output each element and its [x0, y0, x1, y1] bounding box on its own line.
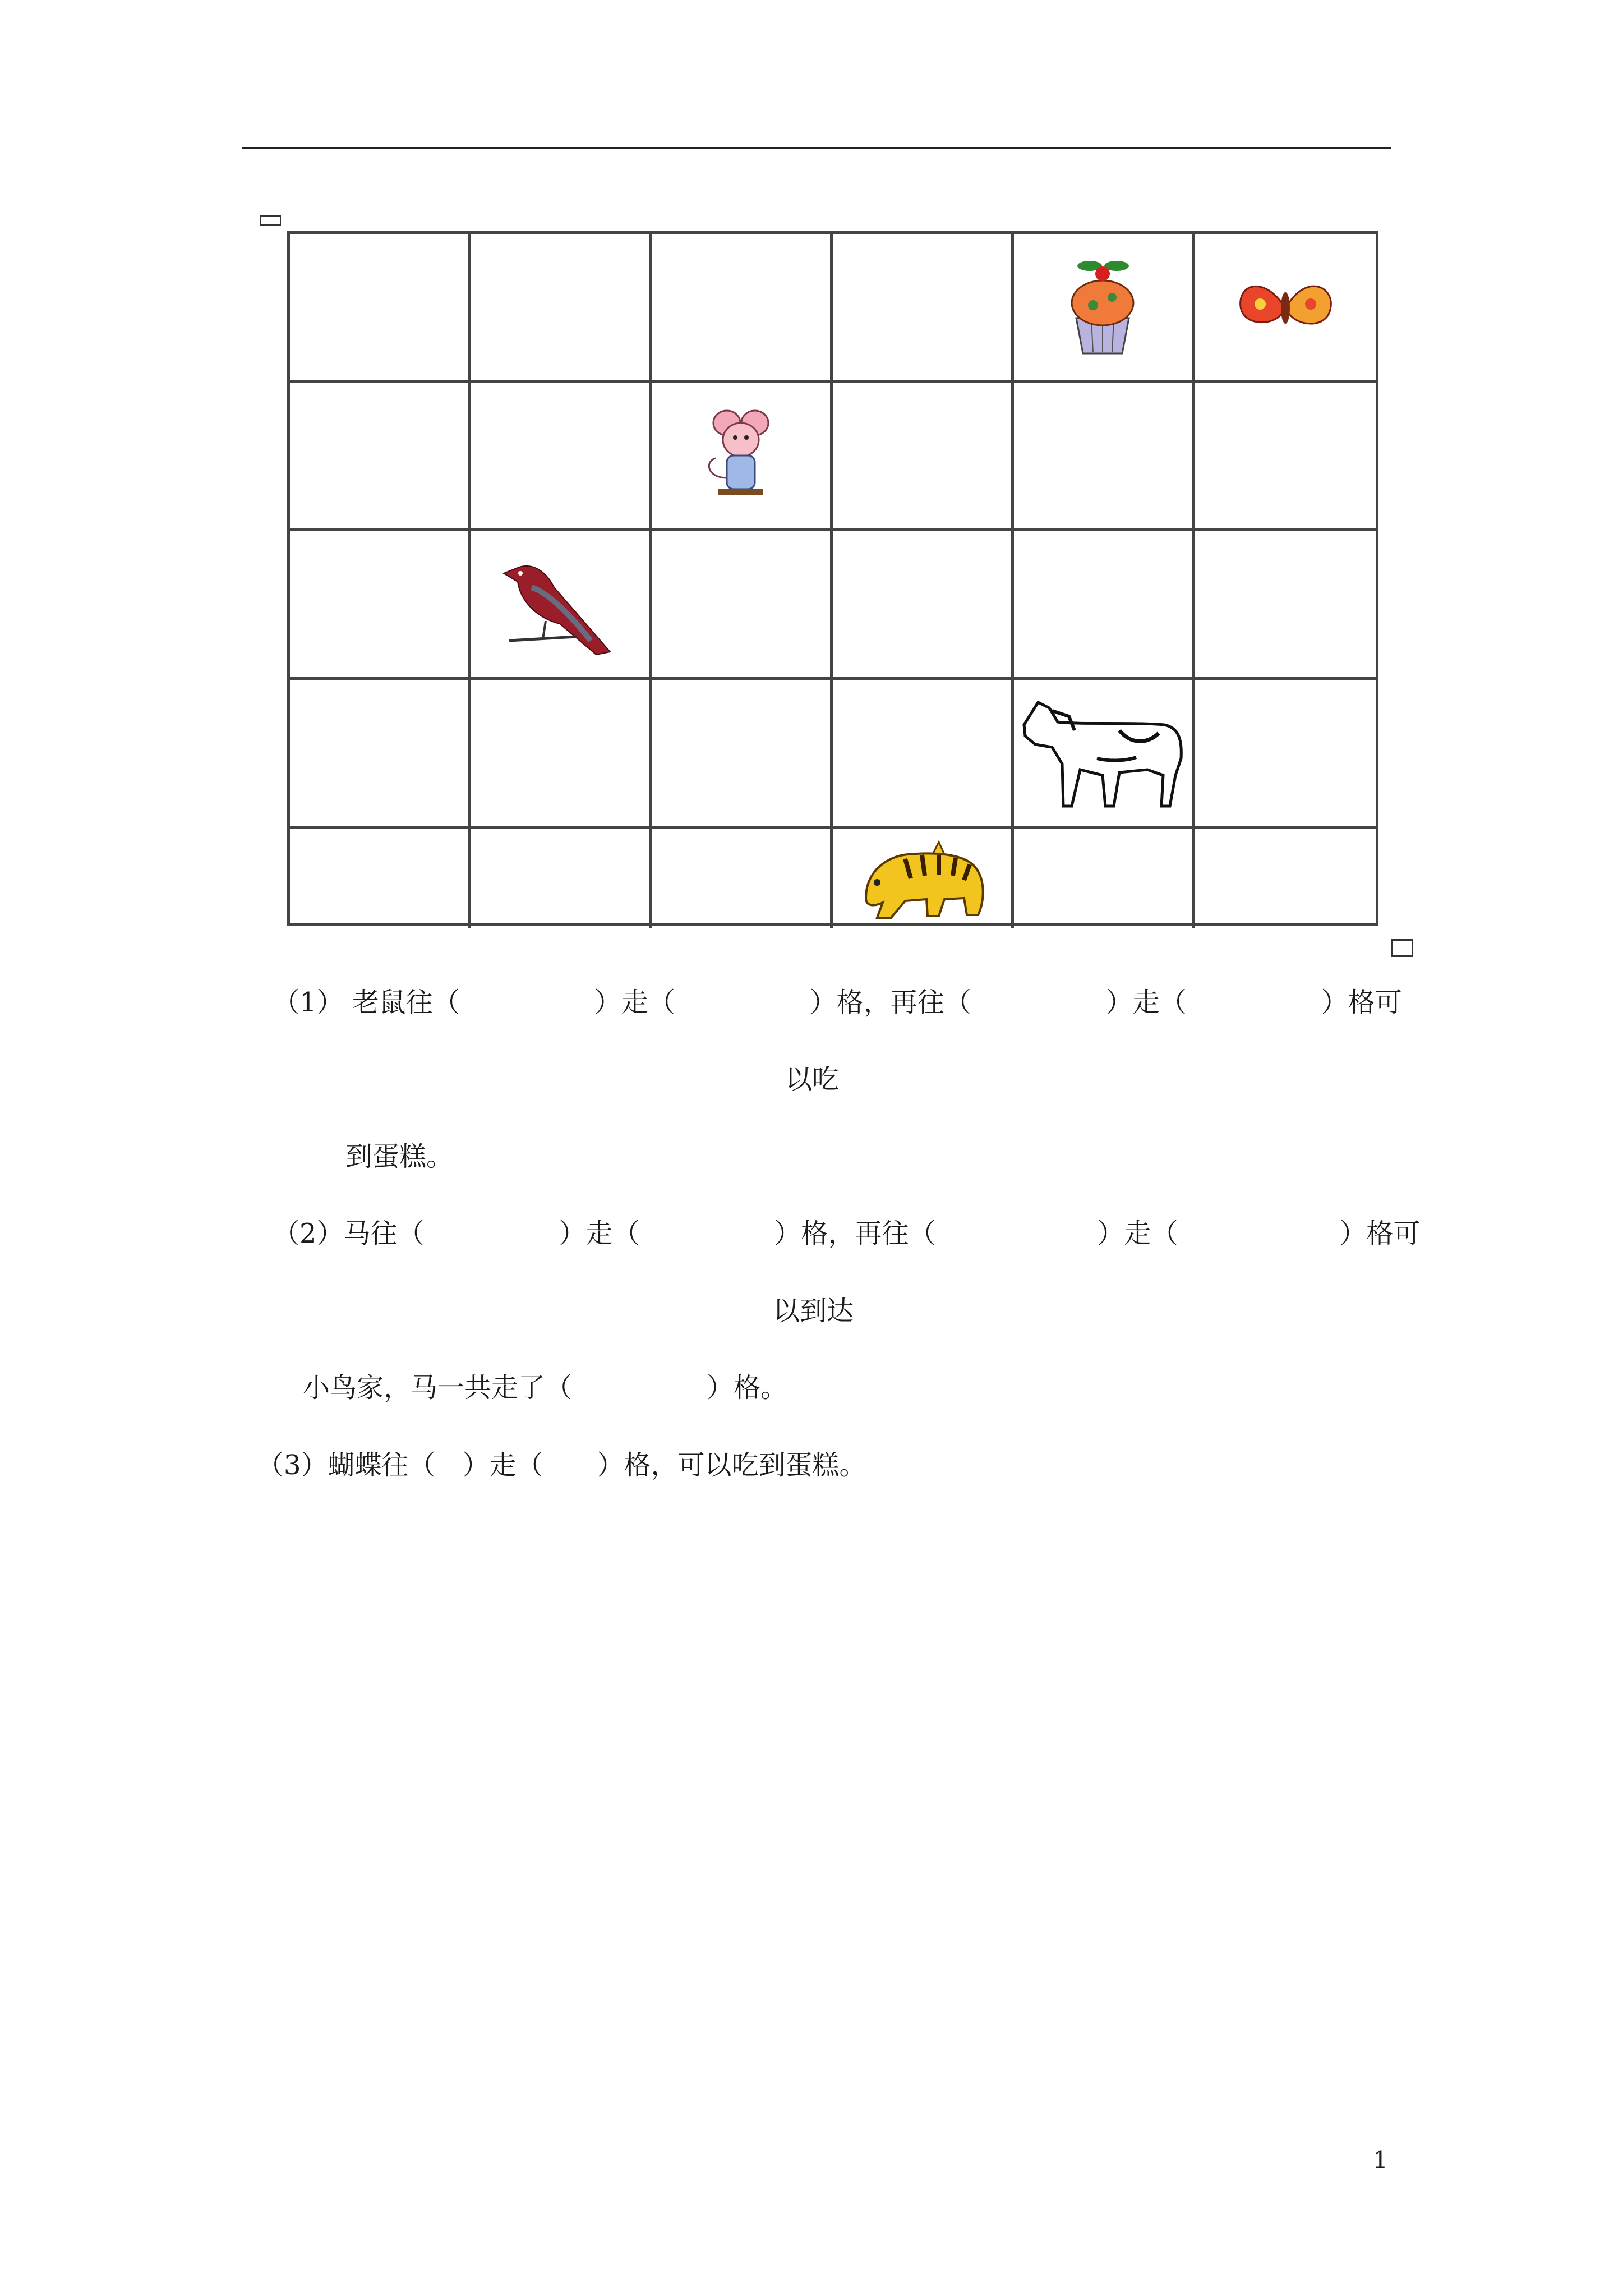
grid-cell — [1014, 531, 1195, 680]
grid-cell — [833, 680, 1014, 829]
grid-cell — [652, 829, 833, 928]
grid-cell — [290, 531, 471, 680]
grid-cell — [1195, 829, 1376, 928]
grid-cell-mouse — [652, 383, 833, 531]
grid-cell — [471, 234, 652, 383]
horse-icon — [1018, 691, 1187, 815]
grid-cell-bird — [471, 531, 652, 680]
direction-grid-figure — [262, 219, 1398, 942]
cupcake-icon — [1061, 254, 1145, 360]
question-1-line-3: 到蛋糕。 — [345, 1141, 454, 1172]
grid-cell-horse — [1014, 680, 1195, 829]
header-rule — [242, 147, 1391, 149]
grid-cell-butterfly — [1195, 234, 1376, 383]
mouse-icon — [696, 405, 786, 506]
grid-cell — [471, 680, 652, 829]
question-1-line-1: （1） 老鼠往（ ）走（ ）格，再往（ ）走（ ）格可 — [273, 987, 1402, 1018]
grid-cell — [1195, 531, 1376, 680]
grid-cell — [1014, 829, 1195, 928]
grid-cell — [652, 680, 833, 829]
bird-icon — [492, 548, 627, 660]
grid-cell — [290, 829, 471, 928]
grid-cell — [833, 383, 1014, 531]
resize-handle-top-left — [260, 215, 281, 226]
resize-handle-bottom-right — [1391, 939, 1413, 957]
grid-cell — [290, 680, 471, 829]
direction-grid — [287, 231, 1378, 926]
question-2-line-1: （2）马往（ ）走（ ）格，再往（ ）走（ ）格可 — [273, 1218, 1421, 1249]
question-2-line-2: 以到达 — [773, 1295, 854, 1327]
question-1-line-2: 以吃 — [785, 1064, 840, 1095]
grid-cell — [1195, 680, 1376, 829]
grid-cell — [833, 531, 1014, 680]
grid-cell — [471, 829, 652, 928]
grid-cell — [652, 531, 833, 680]
page-number: 1 — [1373, 2146, 1388, 2174]
grid-cell — [471, 383, 652, 531]
grid-cell — [290, 383, 471, 531]
grid-cell-cake — [1014, 234, 1195, 383]
grid-cell — [652, 234, 833, 383]
grid-cell — [1014, 383, 1195, 531]
grid-cell-tiger — [833, 829, 1014, 928]
question-3-line-1: （3）蝴蝶往（ ）走（ ）格，可以吃到蛋糕。 — [257, 1450, 866, 1481]
question-2-line-3: 小鸟家，马一共走了（ ）格。 — [303, 1372, 788, 1404]
butterfly-icon — [1229, 273, 1341, 341]
tiger-icon — [855, 836, 989, 921]
grid-cell — [833, 234, 1014, 383]
grid-cell — [1195, 383, 1376, 531]
grid-cell — [290, 234, 471, 383]
